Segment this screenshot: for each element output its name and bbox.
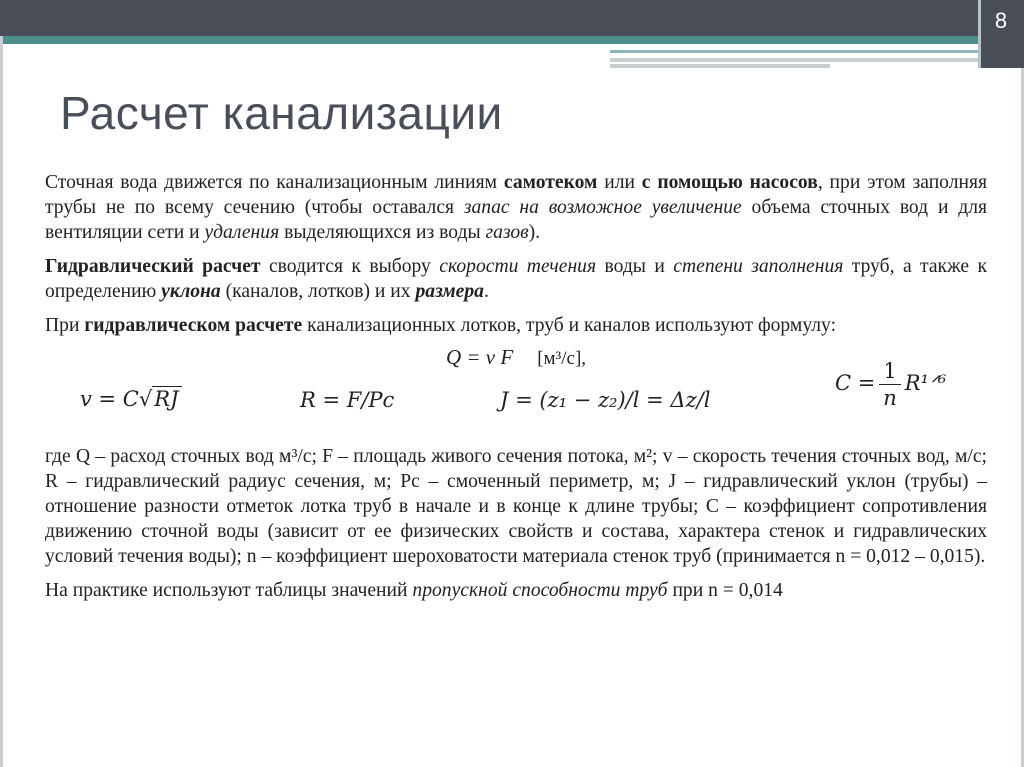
paragraph-hydraulic [45,254,987,304]
italic-text: удаления [204,222,280,243]
numerator: 1 [879,358,900,385]
formula-text: v = C [80,387,139,411]
frame-left [0,36,3,767]
top-bar [0,0,1024,36]
text: при n = 0,014 [667,580,783,601]
text: . [483,281,489,302]
paragraph-definitions: где Q – расход сточных вод м³/с; F – площадь живого сечения потока, м²; v – скорость течения сточных вод, м/с; R – гидравлический радиус сечения, м; Pс – смоченный периметр, м; J – гидравлический уклон (трубы) – отношение разности отметок лотка труб в начале и в конце к длине трубы; C – коэффициент сопротивления движению сточной воды (зависит от ее физических свойств и состава, характера стенок и гидравлических условий течения воды); n – коэффициент шероховатости материала стенок труб (принимается n = 0,012 – 0,015). [45,446,987,567]
bold-italic-text: размера [415,281,484,302]
bold-text: самотеком [503,172,598,193]
text: объема сточных вод и для вентиляции сети и [45,197,987,243]
text: Сточная вода движется по канализационным линиям [45,172,504,193]
paragraph-formula-intro [45,313,987,338]
paragraph-practice [45,578,987,603]
formula-text: R = F/Pс [300,388,395,412]
italic-text: газов [485,222,529,243]
bold-text: Гидравлический расчет [45,256,261,277]
italic-text: пропускной способности труб [412,580,668,601]
divider-line-short [610,64,830,68]
radicand: RJ [152,386,181,411]
formula-row [45,359,987,438]
formula-velocity [80,386,182,411]
formula-chezy [835,358,946,411]
text [642,197,652,218]
bold-text: с помощью насосов [641,172,818,193]
italic-text: увеличение [651,197,742,218]
bold-italic-text: уклона [161,281,221,302]
formula-text: J = (z₁ − z₂)/l = Δz/l [500,388,711,412]
slide-title: Расчет канализации [60,87,503,139]
text: или [597,172,642,193]
fraction [879,358,900,411]
italic-text: степени заполнения [673,256,844,277]
formula-unit: [м³/с], [537,348,587,369]
formula-text: C = [835,371,876,395]
italic-text: запас на возможное [463,197,642,218]
sqrt-symbol: √RJ [139,386,182,411]
bold-text: гидравлическом расчете [84,315,303,336]
page-number-edge [978,0,981,68]
text: труб, а также к определению [45,256,987,302]
slide-content [45,170,987,612]
text: сводится к выбору [260,256,440,277]
page-number-box [978,0,1024,68]
accent-line-thin [610,50,978,53]
divider-line [610,58,978,62]
paragraph-intro [45,170,987,245]
formula-radius [300,388,394,412]
text: При [45,315,85,336]
text: , при этом заполняя трубы не по всему сечению (чтобы оставался [45,172,988,218]
formula-text: Q = v F [445,345,514,369]
text: выделяющихся из воды [279,222,486,243]
formula-text: R¹ᐟ⁶ [904,371,947,395]
text: воды и [596,256,674,277]
text: На практике используют таблицы значений [45,580,413,601]
text: канализационных лотков, труб и каналов используют формулу: [302,315,837,336]
text: (каналов, лотков) и их [220,281,416,302]
italic-text: скорости течения [439,256,597,277]
denominator: n [883,386,897,410]
formula-slope [500,388,710,412]
page-number: 8 [994,8,1008,33]
text: ). [528,222,541,243]
accent-line [0,36,978,44]
